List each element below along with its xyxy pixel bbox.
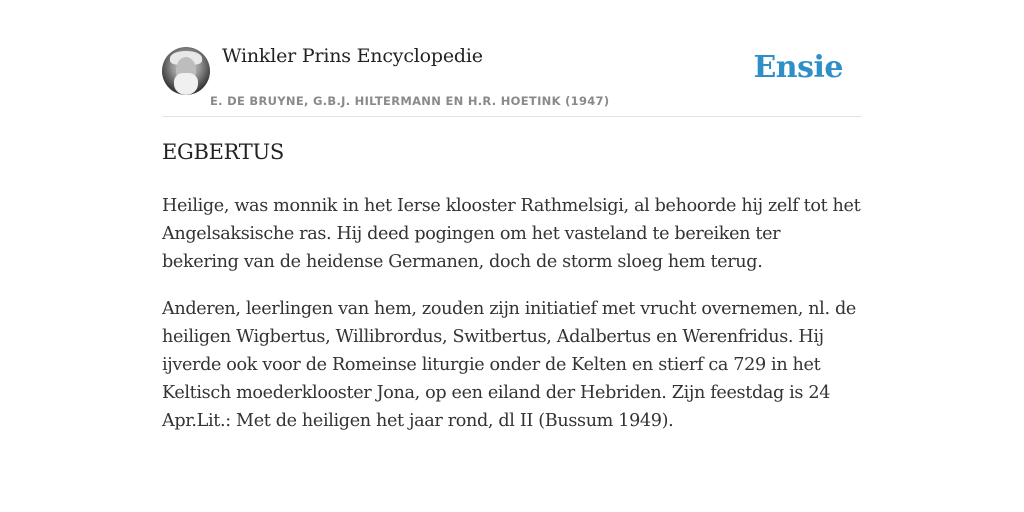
article-headword: EGBERTUS bbox=[162, 140, 285, 164]
ensie-logo[interactable]: Ensie bbox=[753, 50, 843, 85]
site-header bbox=[162, 0, 862, 117]
page-container bbox=[162, 0, 862, 431]
author-portrait-icon[interactable] bbox=[162, 47, 210, 95]
article-paragraph: Heilige, was monnik in het Ierse klooster Rathmelsigi, al behoorde hij zelf tot het Angelsaksische ras. Hij deed pogingen om het vasteland te bereiken ter bekering van de heidense Germanen, doch de storm sloeg hem terug. bbox=[162, 196, 861, 272]
portrait-beard bbox=[174, 73, 198, 95]
site-title[interactable]: Winkler Prins Encyclopedie bbox=[222, 45, 483, 67]
authors-byline: E. DE BRUYNE, G.B.J. HILTERMANN EN H.R. HOETINK (1947) bbox=[210, 94, 610, 108]
article-paragraph: Anderen, leerlingen van hem, zouden zijn initiatief met vrucht overnemen, nl. de heiligen Wigbertus, Willibrordus, Switbertus, Adalbertus en Werenfridus. Hij ijverde ook voor de Romeinse liturgie onder de Kelten en stierf ca 729 in het Keltisch moederklooster Jona, op een eiland der Hebriden. Zijn feestdag is 24 Apr.Lit.: Met de heiligen het jaar rond, dl II (Bussum 1949). bbox=[162, 299, 856, 431]
